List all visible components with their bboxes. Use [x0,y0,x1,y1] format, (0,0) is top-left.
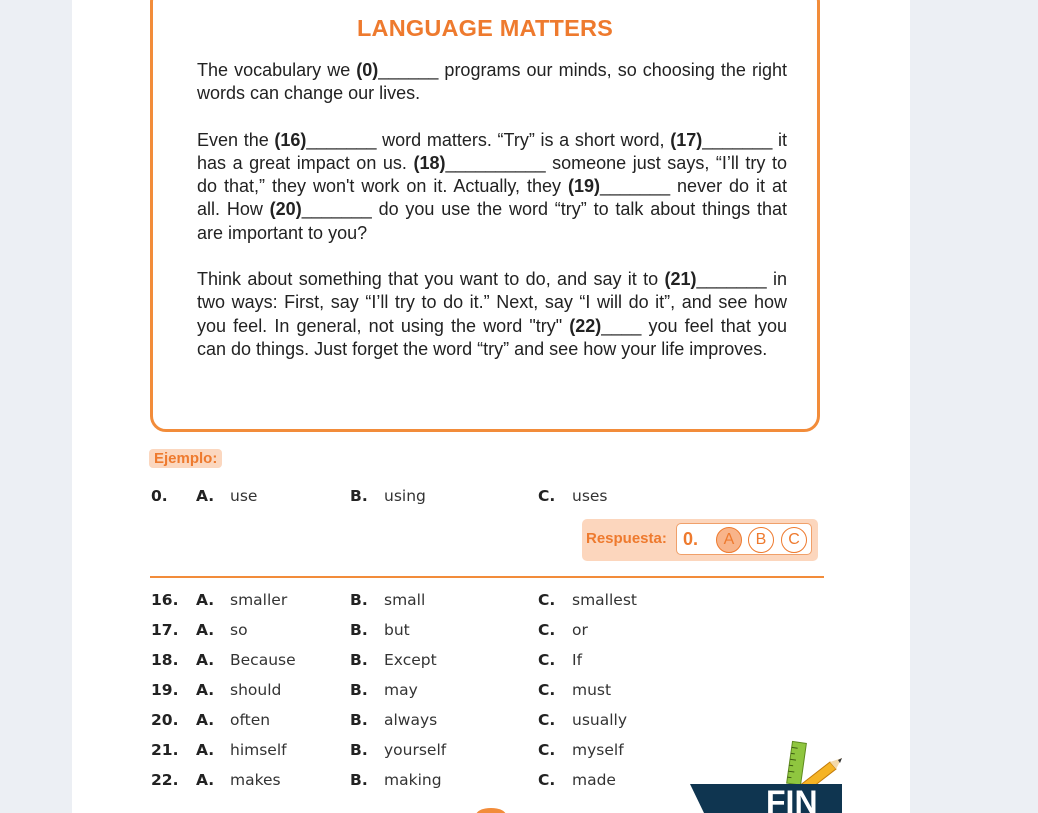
option-c[interactable]: must [572,681,612,699]
option-letter-a: A. [196,621,215,639]
option-c[interactable]: or [572,621,588,639]
option-b[interactable]: always [384,711,438,729]
answer-number: 0. [683,529,699,549]
option-letter-c: C. [538,711,556,729]
question-number: 0. [151,487,168,505]
question-number: 22. [151,771,179,789]
option-letter-a: A. [196,591,215,609]
option-a[interactable]: makes [230,771,281,789]
option-c[interactable]: myself [572,741,624,759]
answer-bubble-c[interactable]: C [781,527,807,553]
answer-sheet [676,523,812,555]
passage-paragraph-2: Even the (16)_______ word matters. “Try” is a short word, (17)_______ it has a great impact on us. (18)__________ someone just says, “I’ll try to do that,” they won't work on it. Actually, they (19)_______ never do it at all. How (20)_______ do you use the word “try” to talk about things that are important to you? [197,129,788,243]
option-b[interactable]: small [384,591,426,609]
passage-paragraph-1: The vocabulary we (0)______ programs our minds, so choosing the right words can change our lives. [197,60,788,104]
option-letter-c: C. [538,771,556,789]
exam-page [72,0,910,813]
ruler-icon [787,741,807,785]
question-number: 19. [151,681,179,699]
question-number: 18. [151,651,179,669]
option-a[interactable]: so [230,621,248,639]
answer-panel [582,519,818,561]
option-c: uses [572,487,608,505]
option-a[interactable]: himself [230,741,287,759]
answer-bubble-a[interactable]: A [716,527,742,553]
option-a[interactable]: should [230,681,282,699]
option-letter-b: B. [350,681,368,699]
option-letter-b: B. [350,771,368,789]
option-letter-a: A. [196,771,215,789]
option-letter-c: C. [538,681,556,699]
option-letter-a: A. [196,487,215,505]
option-letter-c: C. [538,487,556,505]
option-letter-a: A. [196,711,215,729]
question-number: 17. [151,621,179,639]
passage-title: LANGUAGE MATTERS [356,15,614,41]
option-letter-a: A. [196,651,215,669]
option-letter-a: A. [196,681,215,699]
option-letter-a: A. [196,741,215,759]
section-divider [150,576,824,578]
option-b[interactable]: making [384,771,442,789]
option-c[interactable]: usually [572,711,628,729]
option-a: use [230,487,258,505]
option-letter-c: C. [538,651,556,669]
fin-label: FIN [766,784,818,813]
question-number: 16. [151,591,179,609]
option-b[interactable]: but [384,621,410,639]
option-letter-c: C. [538,741,556,759]
question-number: 20. [151,711,179,729]
option-c[interactable]: If [572,651,583,669]
option-letter-b: B. [350,487,368,505]
reading-passage-box [150,0,820,432]
option-c[interactable]: smallest [572,591,637,609]
option-letter-c: C. [538,621,556,639]
option-letter-c: C. [538,591,556,609]
option-letter-b: B. [350,651,368,669]
option-letter-b: B. [350,591,368,609]
passage-body [197,59,787,361]
passage-paragraph-3: Think about something that you want to do, and say it to (21)_______ in two ways: First, say “I’ll try to do it.” Next, say “I will do it”, and see how you feel. In general, not using the word "try" (22)____ you feel that you can do things. Just forget the word “try” and see how your life improves. [197,269,787,359]
example-tag: Ejemplo: [149,449,222,468]
option-b[interactable]: Except [384,651,437,669]
option-b: using [384,487,426,505]
option-c[interactable]: made [572,771,616,789]
option-a[interactable]: smaller [230,591,288,609]
option-b[interactable]: yourself [384,741,447,759]
answer-bubble-b[interactable]: B [748,527,774,553]
fin-banner [690,740,850,813]
option-b[interactable]: may [384,681,418,699]
answer-label: Respuesta: [586,530,667,547]
question-number: 21. [151,741,179,759]
option-a[interactable]: often [230,711,271,729]
decorative-dot [476,808,506,813]
option-a[interactable]: Because [230,651,296,669]
option-letter-b: B. [350,621,368,639]
option-letter-b: B. [350,711,368,729]
option-letter-b: B. [350,741,368,759]
